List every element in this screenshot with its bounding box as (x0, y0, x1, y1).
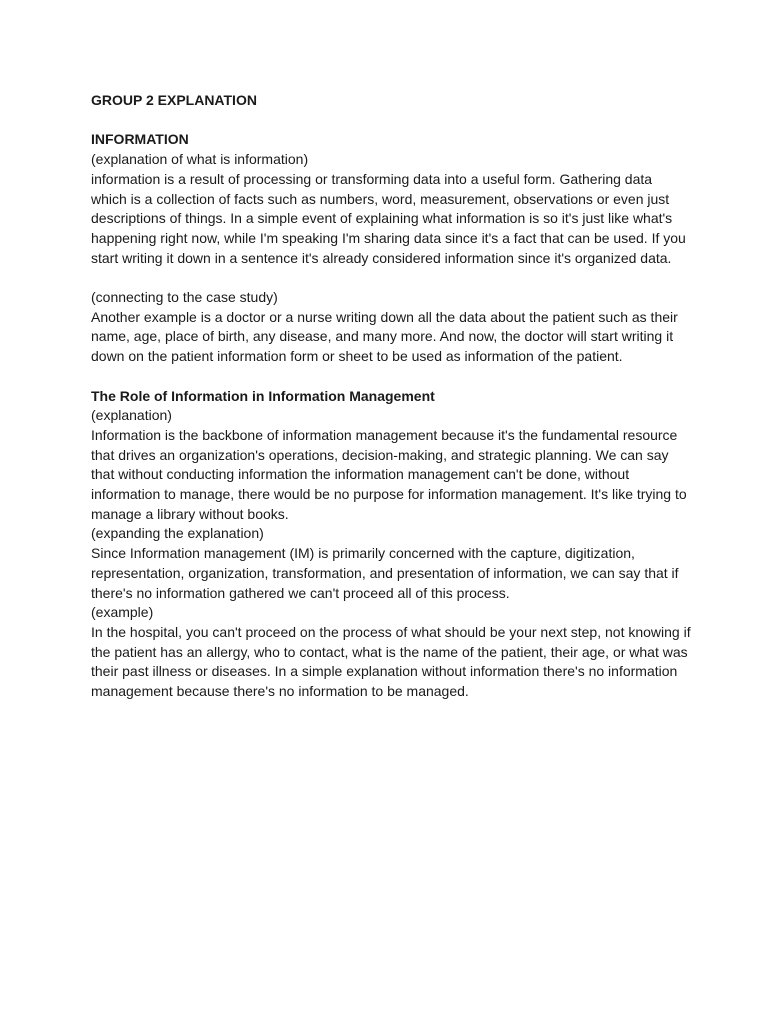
section-note-case-study: (connecting to the case study) (91, 289, 278, 305)
paragraph-example: In the hospital, you can't proceed on the process of what should be your next step, not knowing if the patient has an allergy, who to contact, what is the name of the patient, their age, or what was their past illness or diseases. In a simple explanation without information there's no information management because there's no information to be managed. (91, 623, 691, 700)
spacer (91, 268, 691, 288)
section-note-expanding: (expanding the explanation) (91, 525, 264, 542)
document-title: GROUP 2 EXPLANATION (91, 92, 257, 108)
paragraph-information-definition: information is a result of processing or transforming data into a useful form. Gathering data which is a collection of facts such as numbers, word, measurement, observations or even just descriptions of things. In a simple event of explaining what information is so it's just like what's happening right now, while I'm speaking I'm sharing data since it's a fact that can be used. If you start writing it down in a sentence it's already considered information since it's organized data. (91, 170, 686, 266)
spacer (91, 111, 691, 131)
section-note-example: (example) (91, 604, 154, 621)
paragraph-role-explanation: Information is the backbone of information management because it's the fundamental resource that drives an organization's operations, decision-making, and strategic planning. We can say that without conducting information the information management can't be done, without information to manage, there would be no purpose for information management. It's like trying to manage a library without books. (91, 426, 687, 522)
section-note-explanation: (explanation of what is information) (91, 151, 309, 168)
section-heading-information: INFORMATION (91, 131, 189, 148)
paragraph-expanding: Since Information management (IM) is primarily concerned with the capture, digitization, representation, organization, transformation, and presentation of information, we can say that if there's no information gathered we can't proceed all of this process. (91, 545, 679, 601)
section-heading-role: The Role of Information in Information Management (91, 387, 435, 404)
document-page (91, 91, 691, 702)
spacer (91, 367, 691, 387)
section-note-explanation-2: (explanation) (91, 407, 172, 424)
paragraph-case-study: Another example is a doctor or a nurse writing down all the data about the patient such as their name, age, place of birth, any disease, and many more. And now, the doctor will start writing it down on the patient information form or sheet to be used as information of the patient. (91, 308, 678, 365)
